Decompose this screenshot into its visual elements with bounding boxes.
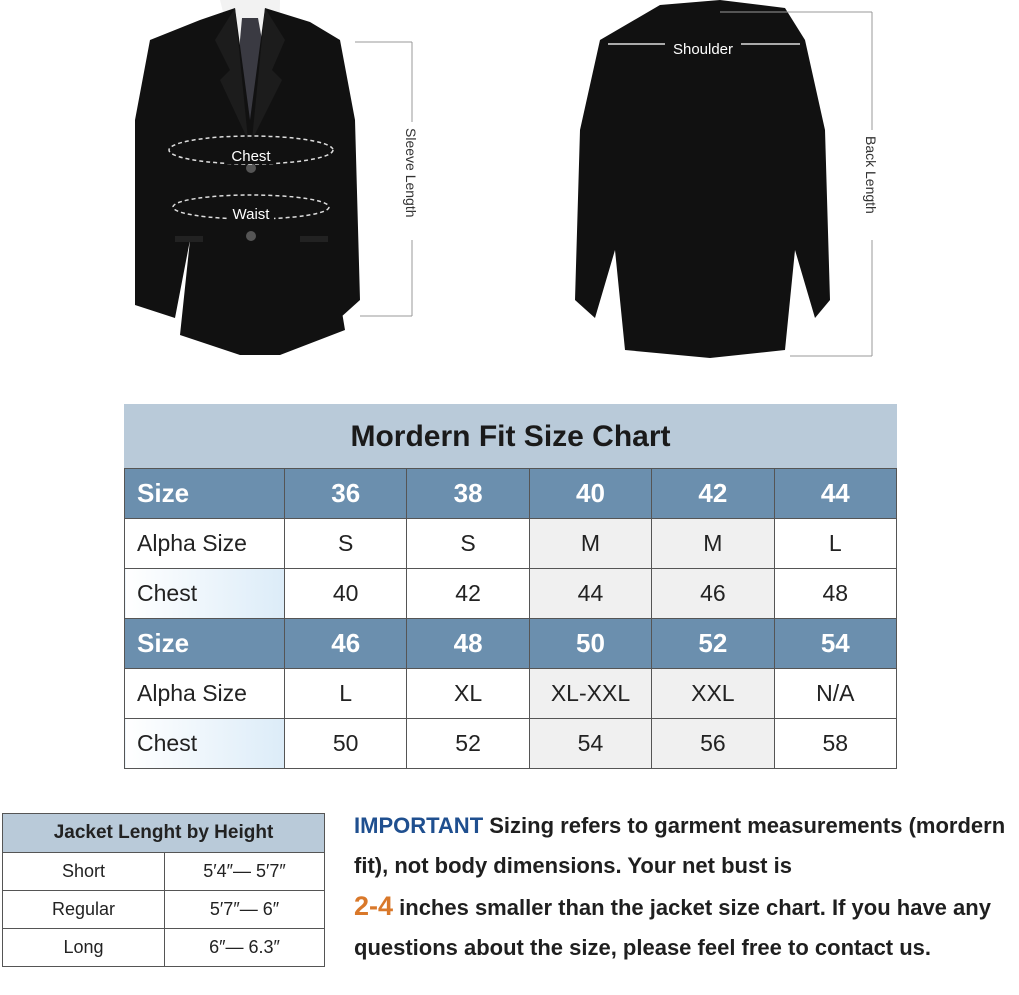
size-cell: 48 bbox=[407, 619, 529, 669]
chest-row-label: Chest bbox=[125, 569, 285, 619]
alpha-cell: S bbox=[407, 519, 529, 569]
size-header-label: Size bbox=[125, 469, 285, 519]
alpha-cell: N/A bbox=[774, 669, 896, 719]
height-table bbox=[2, 813, 325, 967]
height-table-title: Jacket Lenght by Height bbox=[3, 814, 325, 853]
alpha-cell: M bbox=[652, 519, 774, 569]
size-header-label: Size bbox=[125, 619, 285, 669]
alpha-cell: S bbox=[285, 519, 407, 569]
back-length-label: Back Length bbox=[863, 136, 879, 214]
important-label: IMPORTANT bbox=[354, 813, 484, 838]
alpha-row-label: Alpha Size bbox=[125, 519, 285, 569]
left-pocket-flap bbox=[175, 236, 203, 242]
table-row bbox=[125, 519, 897, 569]
alpha-cell: XL bbox=[407, 669, 529, 719]
height-label: Short bbox=[3, 853, 165, 891]
size-chart-table bbox=[124, 468, 897, 769]
front-jacket-figure bbox=[120, 0, 430, 370]
height-label: Regular bbox=[3, 891, 165, 929]
height-label: Long bbox=[3, 929, 165, 967]
alpha-cell: L bbox=[774, 519, 896, 569]
table-row bbox=[125, 719, 897, 769]
alpha-row-label: Alpha Size bbox=[125, 669, 285, 719]
chest-cell: 42 bbox=[407, 569, 529, 619]
note-text-1: Sizing refers to garment measurements (mordern fit), not body dimensions. Your net bust is bbox=[354, 813, 1006, 878]
size-cell: 50 bbox=[529, 619, 651, 669]
table-row bbox=[125, 669, 897, 719]
alpha-cell: XL-XXL bbox=[529, 669, 651, 719]
table-row bbox=[3, 814, 325, 853]
table-row bbox=[125, 569, 897, 619]
size-cell: 40 bbox=[529, 469, 651, 519]
shoulder-label: Shoulder bbox=[672, 41, 734, 58]
size-cell: 38 bbox=[407, 469, 529, 519]
height-value: 5′4″— 5′7″ bbox=[165, 853, 325, 891]
size-chart-title: Mordern Fit Size Chart bbox=[124, 404, 897, 468]
alpha-cell: L bbox=[285, 669, 407, 719]
waist-label: Waist bbox=[232, 206, 270, 223]
size-cell: 52 bbox=[652, 619, 774, 669]
important-note bbox=[354, 806, 1014, 968]
table-row bbox=[125, 469, 897, 519]
chest-row-label: Chest bbox=[125, 719, 285, 769]
chest-cell: 48 bbox=[774, 569, 896, 619]
chest-cell: 40 bbox=[285, 569, 407, 619]
table-row bbox=[3, 891, 325, 929]
sleeve-length-label: Sleeve Length bbox=[403, 128, 419, 218]
size-cell: 54 bbox=[774, 619, 896, 669]
chest-cell: 58 bbox=[774, 719, 896, 769]
size-cell: 46 bbox=[285, 619, 407, 669]
chest-label: Chest bbox=[231, 148, 271, 165]
chest-cell: 54 bbox=[529, 719, 651, 769]
height-value: 6″— 6.3″ bbox=[165, 929, 325, 967]
table-row bbox=[3, 929, 325, 967]
alpha-cell: XXL bbox=[652, 669, 774, 719]
right-pocket-flap bbox=[300, 236, 328, 242]
table-row bbox=[3, 853, 325, 891]
back-jacket-figure bbox=[560, 0, 890, 370]
table-row bbox=[125, 619, 897, 669]
chest-cell: 44 bbox=[529, 569, 651, 619]
note-highlight: 2-4 bbox=[354, 891, 394, 921]
chest-cell: 46 bbox=[652, 569, 774, 619]
height-value: 5′7″— 6″ bbox=[165, 891, 325, 929]
button-bottom bbox=[246, 231, 256, 241]
chest-cell: 52 bbox=[407, 719, 529, 769]
chest-cell: 50 bbox=[285, 719, 407, 769]
size-cell: 44 bbox=[774, 469, 896, 519]
note-text-2: inches smaller than the jacket size chart. If you have any questions about the size, please feel free to contact us. bbox=[354, 895, 991, 960]
size-cell: 36 bbox=[285, 469, 407, 519]
size-cell: 42 bbox=[652, 469, 774, 519]
alpha-cell: M bbox=[529, 519, 651, 569]
chest-cell: 56 bbox=[652, 719, 774, 769]
